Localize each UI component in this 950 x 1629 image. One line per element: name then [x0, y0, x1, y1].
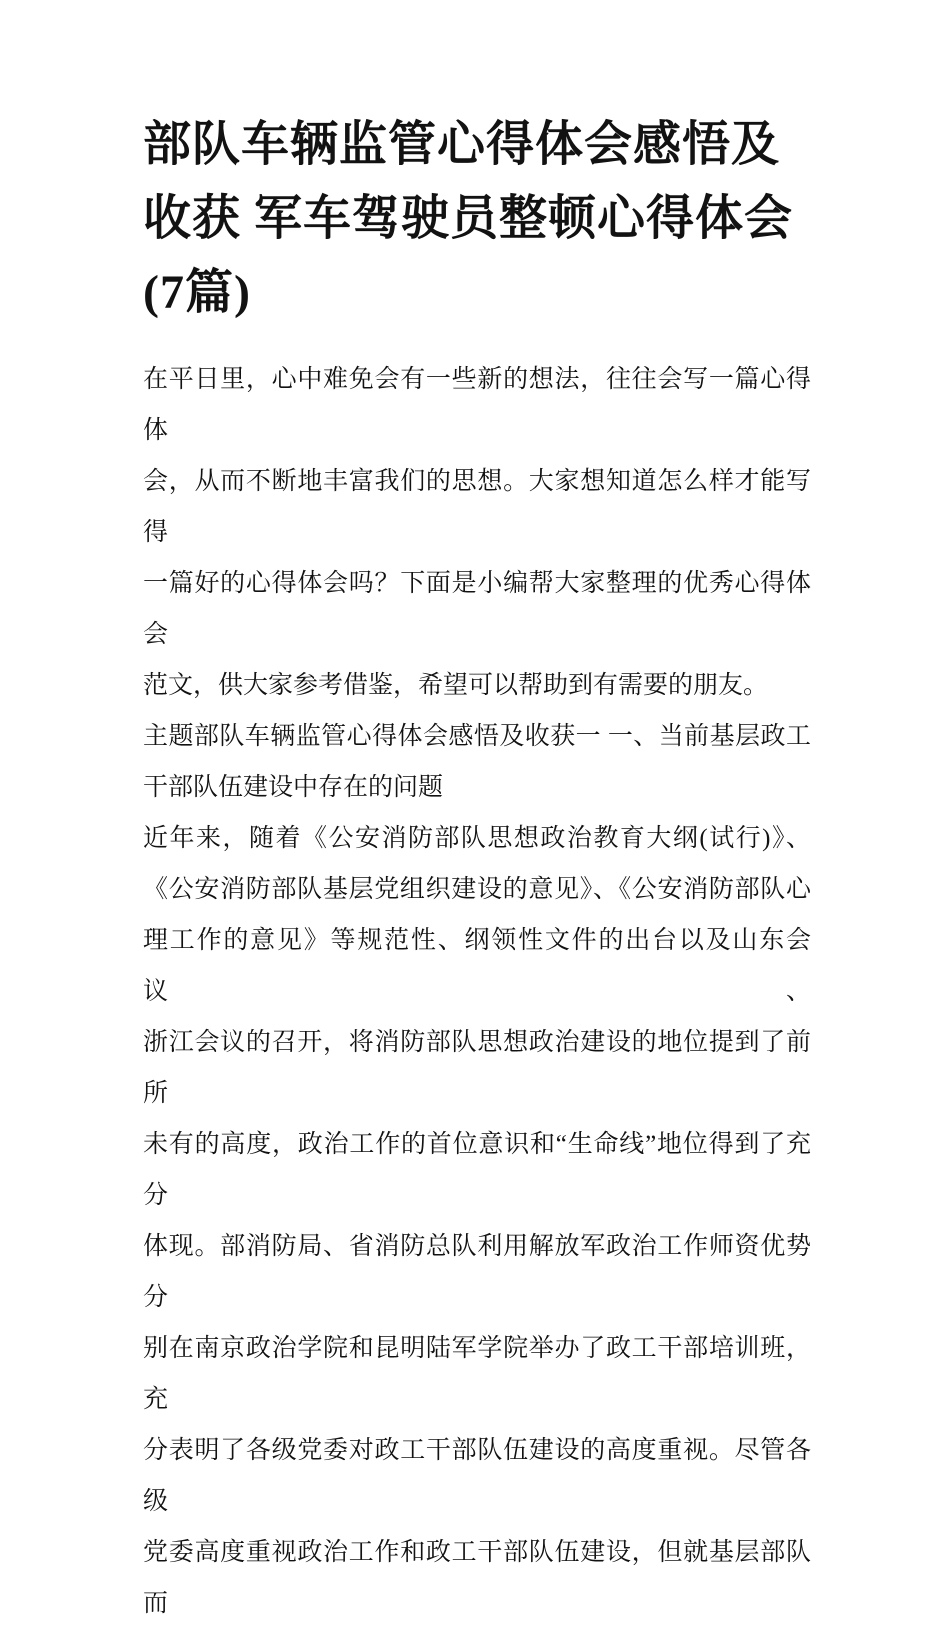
- title-line: (7篇): [143, 266, 251, 319]
- document-title: [143, 108, 903, 330]
- title-line: 部队车辆监管心得体会感悟及: [143, 118, 781, 171]
- body-line: 别在南京政治学院和昆明陆军学院举办了政工干部培训班，充: [143, 1335, 811, 1413]
- body-line: 主题部队车辆监管心得体会感悟及收获一 一、当前基层政工: [143, 723, 811, 750]
- body-line: 近年来，随着《公安消防部队思想政治教育大纲(试行)》、: [143, 825, 811, 852]
- body-line: 未有的高度，政治工作的首位意识和“生命线”地位得到了充分: [143, 1131, 811, 1209]
- title-line: 收获 军车驾驶员整顿心得体会: [143, 192, 794, 245]
- body-line: 《公安消防部队基层党组织建设的意见》、《公安消防部队心: [143, 876, 811, 903]
- body-line: 理工作的意见》等规范性、纲领性文件的出台以及山东会议、: [143, 927, 811, 1005]
- body-line: 范文，供大家参考借鉴，希望可以帮助到有需要的朋友。: [143, 672, 769, 699]
- body-line: 浙江会议的召开，将消防部队思想政治建设的地位提到了前所: [143, 1029, 811, 1107]
- body-line: 一篇好的心得体会吗？下面是小编帮大家整理的优秀心得体会: [143, 570, 811, 648]
- document-body: [143, 354, 811, 1629]
- body-line: 分表明了各级党委对政工干部队伍建设的高度重视。尽管各级: [143, 1437, 811, 1515]
- body-line: 会，从而不断地丰富我们的思想。大家想知道怎么样才能写得: [143, 468, 811, 546]
- body-line: 干部队伍建设中存在的问题: [143, 774, 444, 801]
- body-line: 党委高度重视政治工作和政工干部队伍建设，但就基层部队而: [143, 1539, 811, 1617]
- body-line: 体现。部消防局、省消防总队利用解放军政治工作师资优势分: [143, 1233, 811, 1311]
- body-line: 在平日里，心中难免会有一些新的想法，往往会写一篇心得体: [143, 366, 811, 444]
